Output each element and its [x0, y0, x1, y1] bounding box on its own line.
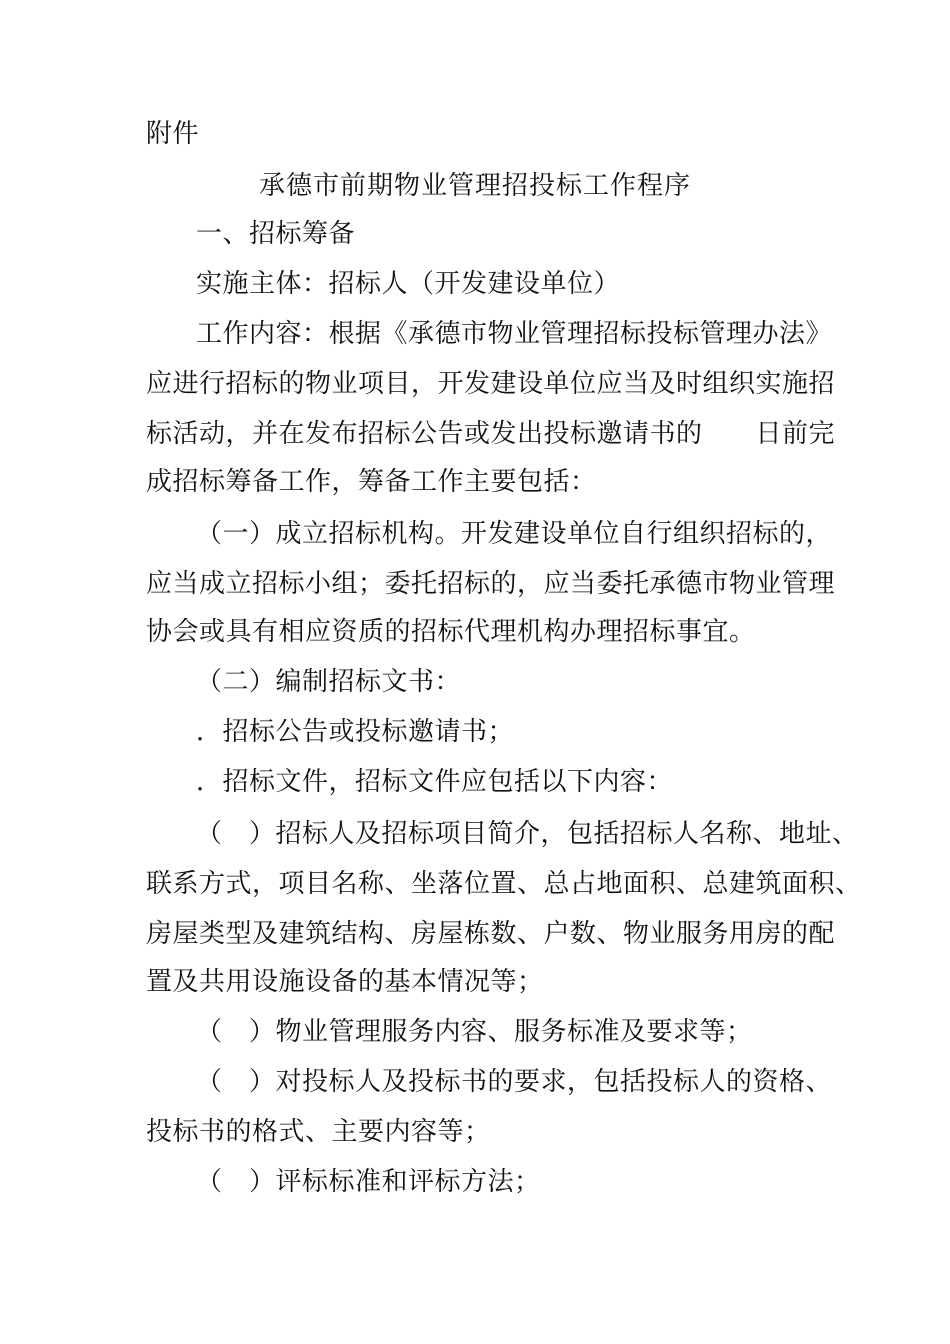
item-1-line-3: 协会或具有相应资质的招标代理机构办理招标事宜。	[146, 617, 756, 647]
paragraph-1-line-1: （ ）招标人及招标项目简介，包括招标人名称、地址、	[196, 819, 859, 849]
paragraph-1-line-4: 置及共用设施设备的基本情况等；	[146, 967, 544, 997]
paragraph-2-line-1: （ ）物业管理服务内容、服务标准及要求等；	[196, 1017, 753, 1047]
paragraph-1-line-3: 房屋类型及建筑结构、房屋栋数、户数、物业服务用房的配	[146, 919, 836, 949]
content-line-2: 应进行招标的物业项目，开发建设单位应当及时组织实施招	[146, 369, 836, 399]
item-1-line-1: （一）成立招标机构。开发建设单位自行组织招标的，	[196, 519, 833, 549]
sub-item-1: ．招标公告或投标邀请书；	[196, 717, 515, 747]
attachment-label: 附件	[146, 119, 200, 149]
content-line-3: 标活动，并在发布招标公告或发出投标邀请书的 日前完	[146, 419, 836, 449]
paragraph-4-line-1: （ ）评标标准和评标方法；	[196, 1167, 541, 1197]
item-1-line-2: 应当成立招标小组；委托招标的，应当委托承德市物业管理	[146, 569, 836, 599]
paragraph-3-line-2: 投标书的格式、主要内容等；	[146, 1117, 491, 1147]
document-title: 承德市前期物业管理招投标工作程序	[258, 171, 691, 201]
subject-line: 实施主体：招标人（开发建设单位）	[196, 269, 621, 299]
paragraph-3-line-1: （ ）对投标人及投标书的要求，包括投标人的资格、	[196, 1067, 833, 1097]
section-heading: 一、招标筹备	[196, 219, 356, 249]
paragraph-1-line-2: 联系方式，项目名称、坐落位置、总占地面积、总建筑面积、	[146, 869, 862, 899]
content-line-4: 成招标筹备工作，筹备工作主要包括：	[146, 467, 597, 497]
sub-item-2: ．招标文件，招标文件应包括以下内容：	[196, 767, 674, 797]
item-2-heading: （二）编制招标文书：	[196, 667, 462, 697]
content-line-1: 工作内容：根据《承德市物业管理招标投标管理办法》	[196, 319, 833, 349]
